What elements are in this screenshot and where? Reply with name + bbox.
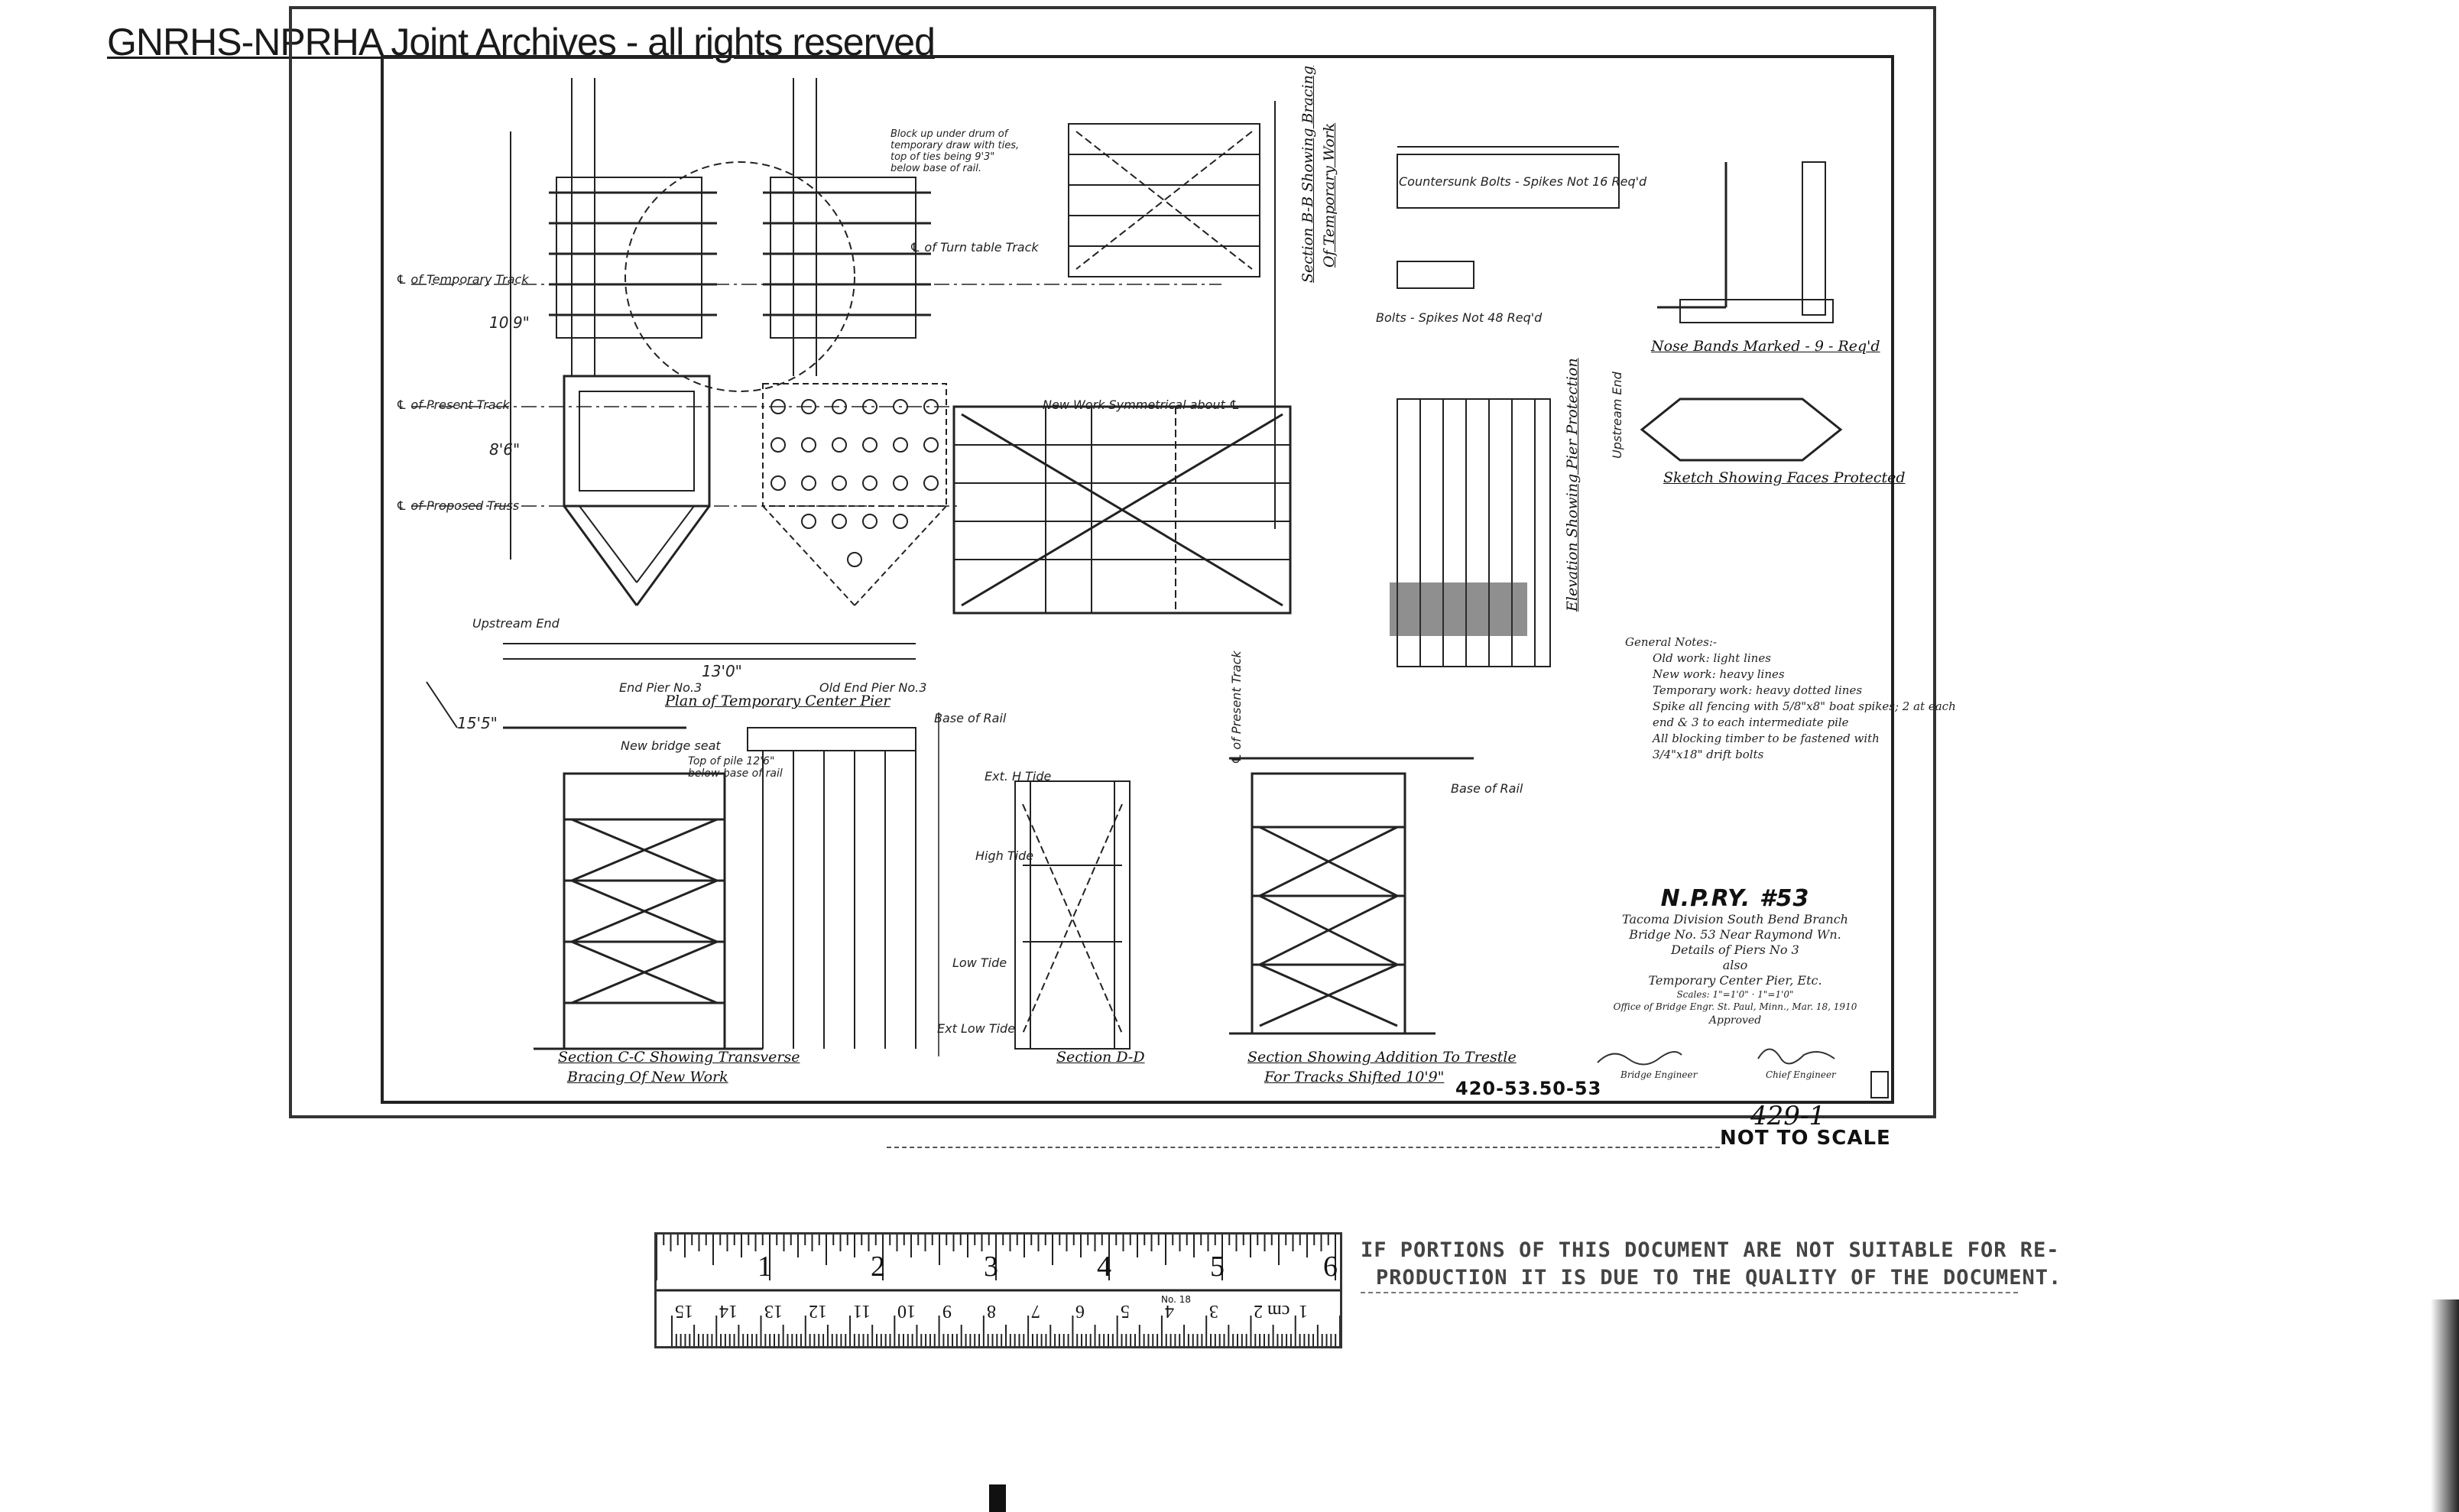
caption-sketch-faces-protected: Sketch Showing Faces Protected bbox=[1663, 469, 1906, 486]
caption-section-cc-line2: Bracing Of New Work bbox=[567, 1069, 728, 1085]
pier-protection-elevation bbox=[1390, 399, 1550, 667]
dim-15-5: 15'5" bbox=[457, 714, 498, 732]
caption-nose-bands: Nose Bands Marked - 9 - Req'd bbox=[1651, 338, 1880, 355]
ruler-cm-label: 11 bbox=[853, 1301, 871, 1321]
note-line: Old work: light lines bbox=[1653, 651, 1771, 665]
label-high-tide: High Tide bbox=[975, 848, 1034, 863]
dim-8-6: 8'6" bbox=[489, 440, 521, 459]
title-line: Office of Bridge Engr. St. Paul, Minn., Mar. 18, 1910 bbox=[1613, 1001, 1857, 1012]
sheet-index-box bbox=[1871, 1072, 1888, 1098]
label-temporary-track: ℄ of Temporary Track bbox=[396, 272, 529, 287]
sheet-number: 429-1 bbox=[1750, 1101, 1826, 1131]
ruler-cm-label: 7 bbox=[1031, 1301, 1041, 1321]
ruler-cm-label: 13 bbox=[764, 1301, 783, 1321]
title-railway: N.P.RY. #53 bbox=[1660, 885, 1810, 912]
label-upstream-end: Upstream End bbox=[472, 616, 560, 631]
title-line: Tacoma Division South Bend Branch bbox=[1622, 912, 1848, 926]
ruler-inch-label: 1 bbox=[757, 1251, 772, 1283]
ruler-cm-label: 5 bbox=[1120, 1301, 1130, 1321]
label-old-end-pier: Old End Pier No.3 bbox=[819, 680, 927, 695]
scan-mark bbox=[989, 1484, 1006, 1512]
label-new-bridge-seat: New bridge seat bbox=[621, 738, 721, 753]
quality-stamp-line1: IF PORTIONS OF THIS DOCUMENT ARE NOT SUITABLE FOR RE- bbox=[1361, 1238, 2060, 1262]
caption-section-trestle-line2: For Tracks Shifted 10'9" bbox=[1264, 1069, 1445, 1085]
title-line: also bbox=[1722, 958, 1748, 972]
caption-elevation-pier-protection: Elevation Showing Pier Protection bbox=[1564, 358, 1581, 612]
label-bolts-spikes: Bolts - Spikes Not 48 Req'd bbox=[1376, 310, 1543, 325]
measurement-ruler bbox=[654, 1232, 1342, 1348]
label-end-pier: End Pier No.3 bbox=[619, 680, 702, 695]
drawing-number: 420-53.50-53 bbox=[1455, 1078, 1602, 1099]
ruler-inch-label: 6 bbox=[1323, 1251, 1338, 1283]
section-dd bbox=[1015, 781, 1130, 1049]
title-block bbox=[1605, 885, 1865, 1028]
nose-band-sketch bbox=[1642, 399, 1841, 460]
signature-bridge-engineer: Bridge Engineer bbox=[1620, 1069, 1698, 1080]
ruler-model-label: No. 18 bbox=[1161, 1294, 1192, 1305]
note-line: end & 3 to each intermediate pile bbox=[1653, 715, 1849, 729]
ruler-cm-label: 4 bbox=[1164, 1301, 1174, 1321]
middle-section bbox=[954, 407, 1290, 613]
label-present-track-vertical: ℄ of Present Track bbox=[1229, 651, 1244, 764]
ruler-inch-label: 2 bbox=[871, 1251, 885, 1283]
label-new-work-symmetrical: New Work Symmetrical about ℄ bbox=[1043, 397, 1241, 412]
caption-section-trestle: Section Showing Addition To Trestle bbox=[1247, 1049, 1517, 1066]
caption-section-bb: Section B-B Showing Bracing bbox=[1299, 65, 1316, 283]
caption-plan-temporary-center-pier: Plan of Temporary Center Pier bbox=[665, 693, 890, 709]
ruler-cm-label: 10 bbox=[897, 1301, 916, 1321]
label-block-up-note: Block up under drum of temporary draw with ties, top of ties being 9'3" below base of rail. bbox=[890, 128, 1020, 174]
section-cc bbox=[427, 682, 763, 1049]
note-line: New work: heavy lines bbox=[1653, 667, 1785, 681]
label-base-of-rail-1: Base of Rail bbox=[934, 711, 1007, 725]
label-upstream-end-2: Upstream End bbox=[1610, 372, 1624, 459]
title-line: Scales: 1"=1'0" · 1"=1'0" bbox=[1676, 989, 1794, 1000]
label-proposed-truss: ℄ of Proposed Truss bbox=[396, 498, 520, 513]
title-line: Details of Piers No 3 bbox=[1671, 943, 1799, 957]
title-line: Temporary Center Pier, Etc. bbox=[1648, 973, 1822, 988]
archive-watermark: GNRHS-NPRHA Joint Archives - all rights reserved bbox=[107, 21, 935, 63]
ruler-cm-label: 14 bbox=[719, 1301, 738, 1321]
dim-10-9: 10'9" bbox=[489, 313, 530, 332]
ruler-cm-label: 9 bbox=[942, 1301, 952, 1321]
note-line: Temporary work: heavy dotted lines bbox=[1653, 683, 1863, 697]
ruler-cm-label: 6 bbox=[1075, 1301, 1085, 1321]
label-present-track: ℄ of Present Track bbox=[396, 397, 510, 412]
label-countersunk-bolts: Countersunk Bolts - Spikes Not 16 Req'd bbox=[1399, 174, 1647, 189]
signatures-scrawl bbox=[1590, 1040, 1880, 1070]
not-to-scale-label: NOT TO SCALE bbox=[1720, 1127, 1891, 1150]
note-line: 3/4"x18" drift bolts bbox=[1653, 748, 1764, 761]
ruler-cm-label: 12 bbox=[808, 1301, 827, 1321]
ruler-cm-label: 8 bbox=[986, 1301, 996, 1321]
note-line: Spike all fencing with 5/8"x8" boat spikes; 2 at each bbox=[1653, 699, 1956, 713]
plan-view bbox=[411, 78, 1221, 659]
stamp-underline bbox=[1361, 1292, 2018, 1293]
ruler-inch-label: 4 bbox=[1097, 1251, 1111, 1283]
scale-guide-line bbox=[887, 1147, 1720, 1148]
ruler-cm-label: cm 2 bbox=[1254, 1301, 1290, 1321]
caption-section-bb-line2: Of Temporary Work bbox=[1321, 122, 1338, 268]
label-ext-low-tide: Ext Low Tide bbox=[937, 1021, 1016, 1036]
title-line: Bridge No. 53 Near Raymond Wn. bbox=[1629, 927, 1841, 942]
section-trestle bbox=[1229, 758, 1474, 1033]
note-line: General Notes:- bbox=[1625, 635, 1717, 649]
label-base-of-rail-2: Base of Rail bbox=[1451, 781, 1523, 796]
label-top-of-pile: Top of pile 12'6" below base of rail bbox=[688, 755, 783, 780]
signature-chief-engineer: Chief Engineer bbox=[1766, 1069, 1836, 1080]
general-notes bbox=[1625, 634, 1956, 763]
ruler-inch-label: 5 bbox=[1210, 1251, 1225, 1283]
label-low-tide: Low Tide bbox=[952, 956, 1007, 970]
label-ext-h-tide: Ext. H Tide bbox=[985, 769, 1052, 784]
section-bb bbox=[1069, 101, 1275, 529]
bolt-details bbox=[1397, 147, 1833, 323]
label-turntable-track: ℄ of Turn table Track bbox=[910, 240, 1039, 255]
scan-edge-shadow bbox=[2431, 1299, 2459, 1512]
ruler-cm-label: 1 bbox=[1298, 1301, 1308, 1321]
caption-section-cc: Section C-C Showing Transverse bbox=[558, 1049, 800, 1066]
ruler-inch-label: 3 bbox=[984, 1251, 998, 1283]
ruler-cm-label: 15 bbox=[674, 1301, 693, 1321]
dim-13-0: 13'0" bbox=[702, 662, 742, 680]
quality-stamp-line2: PRODUCTION IT IS DUE TO THE QUALITY OF THE DOCUMENT. bbox=[1376, 1266, 2062, 1290]
ruler-cm-label: 3 bbox=[1209, 1301, 1219, 1321]
note-line: All blocking timber to be fastened with bbox=[1653, 732, 1880, 745]
title-approved: Approved bbox=[1708, 1014, 1762, 1027]
caption-section-dd: Section D-D bbox=[1056, 1049, 1145, 1066]
